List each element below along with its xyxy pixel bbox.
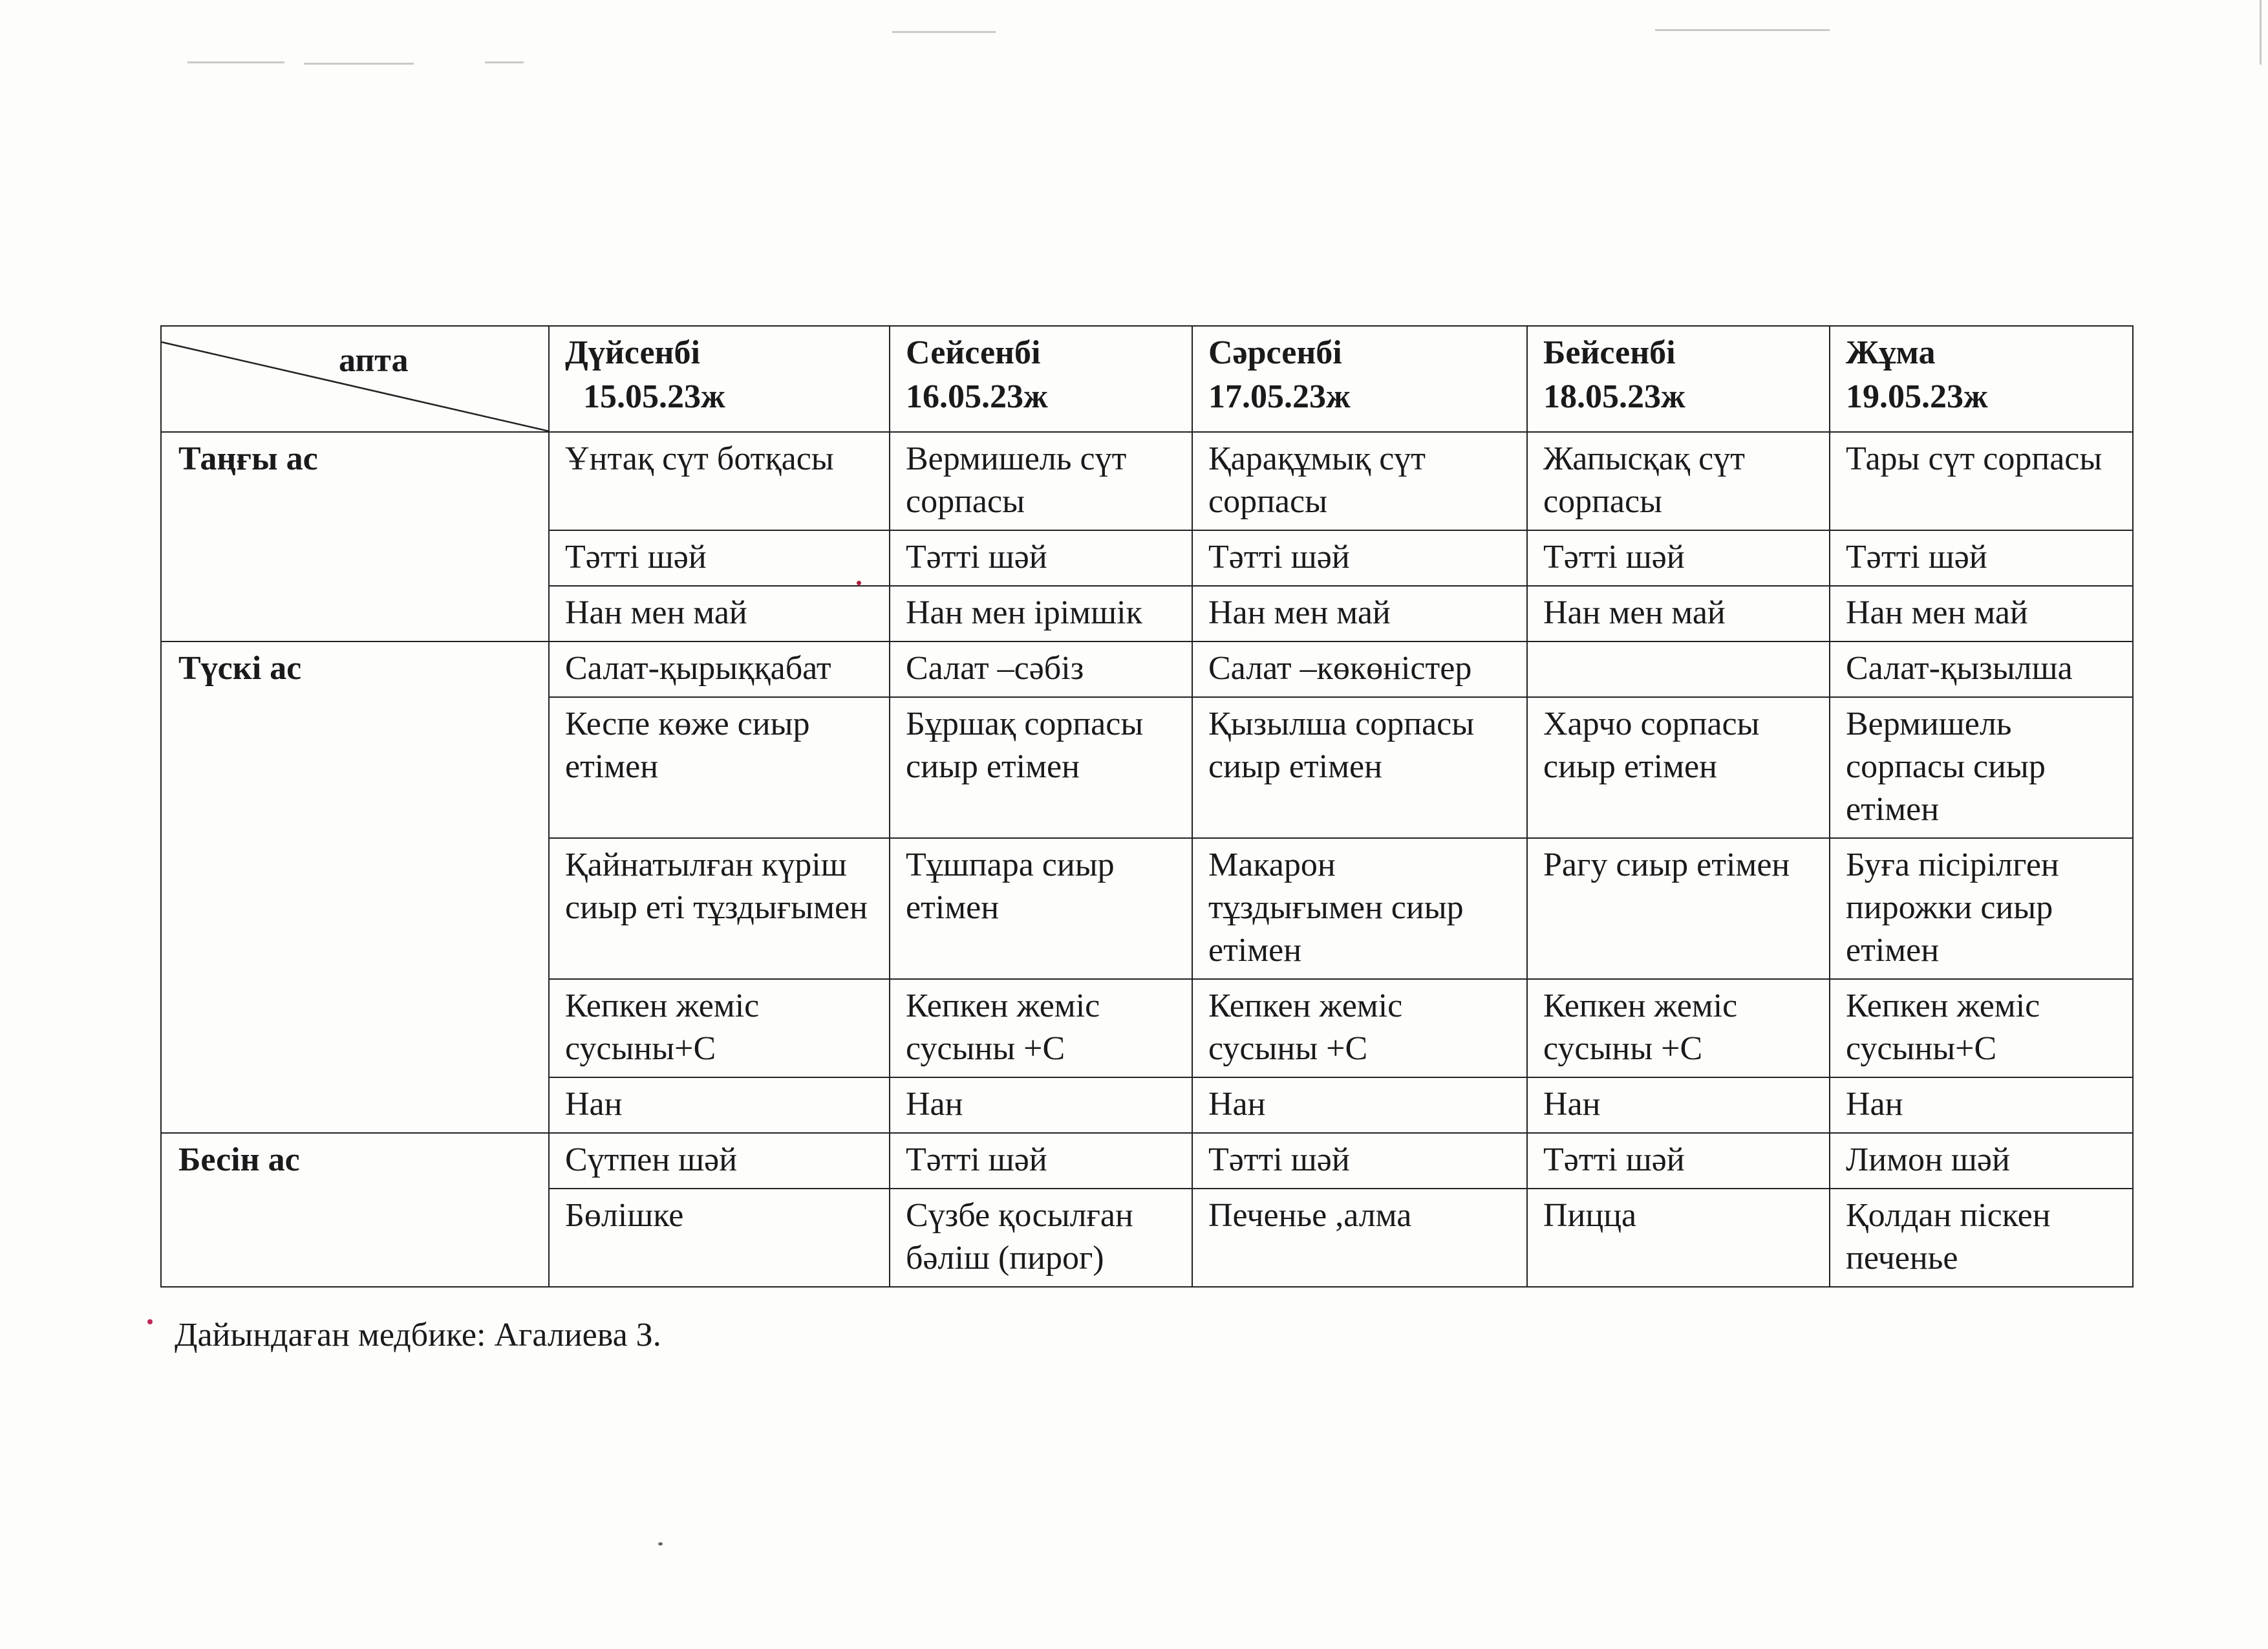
scan-artifact bbox=[892, 31, 996, 33]
ink-dot bbox=[658, 1542, 663, 1546]
day-name: Жұма bbox=[1846, 334, 1936, 371]
menu-cell: Тәтті шәй bbox=[1192, 1133, 1527, 1189]
day-name: Бейсенбі bbox=[1543, 334, 1676, 371]
meal-lunch-label: Түскі ас bbox=[161, 641, 549, 1133]
day-header-friday bbox=[1830, 326, 2133, 432]
menu-cell: Тәтті шәй bbox=[549, 530, 890, 586]
scan-artifact bbox=[304, 63, 414, 65]
menu-cell: Нан мен май bbox=[1192, 586, 1527, 641]
menu-cell: Салат-қызылша bbox=[1830, 641, 2133, 697]
menu-cell: Нан мен май bbox=[1830, 586, 2133, 641]
scan-artifact bbox=[187, 61, 284, 63]
menu-cell: Қайнатылған күріш сиыр еті тұздығымен bbox=[549, 838, 890, 979]
menu-cell: Буға пісірілген пирожки сиыр етімен bbox=[1830, 838, 2133, 979]
table-header-row bbox=[161, 326, 2133, 432]
menu-cell: Харчо сорпасы сиыр етімен bbox=[1527, 697, 1830, 838]
menu-cell: Бөлішке bbox=[549, 1189, 890, 1287]
menu-cell: Салат –көкөністер bbox=[1192, 641, 1527, 697]
menu-cell: Тәтті шәй bbox=[1830, 530, 2133, 586]
ink-dot bbox=[147, 1319, 153, 1324]
menu-cell: Кепкен жеміс сусыны+С bbox=[1830, 979, 2133, 1077]
day-header-wednesday bbox=[1192, 326, 1527, 432]
day-name: Сейсенбі bbox=[906, 334, 1041, 371]
menu-cell: Кепкен жеміс сусыны +С bbox=[1527, 979, 1830, 1077]
menu-cell: Тәтті шәй bbox=[1527, 530, 1830, 586]
menu-cell: Салат-қырыққабат bbox=[549, 641, 890, 697]
scan-artifact bbox=[485, 61, 524, 63]
menu-cell: Қызылша сорпасы сиыр етімен bbox=[1192, 697, 1527, 838]
menu-cell: Тары сүт сорпасы bbox=[1830, 432, 2133, 530]
menu-cell: Макарон тұздығымен сиыр етімен bbox=[1192, 838, 1527, 979]
table-row bbox=[161, 1133, 2133, 1189]
scan-artifact bbox=[2260, 0, 2262, 65]
menu-cell: Тәтті шәй bbox=[890, 1133, 1192, 1189]
menu-cell: Нан bbox=[549, 1077, 890, 1133]
prepared-by-note: Дайындаған медбике: Агалиева З. bbox=[175, 1317, 661, 1353]
week-corner-cell bbox=[161, 326, 549, 432]
menu-cell: Сүтпен шәй bbox=[549, 1133, 890, 1189]
day-header-monday bbox=[549, 326, 890, 432]
week-label: апта bbox=[339, 342, 409, 379]
day-date: 17.05.23ж bbox=[1208, 378, 1351, 415]
menu-cell: Тәтті шәй bbox=[1192, 530, 1527, 586]
menu-cell: Вермишель сүт сорпасы bbox=[890, 432, 1192, 530]
menu-cell: Нан bbox=[1527, 1077, 1830, 1133]
menu-cell: Салат –сәбіз bbox=[890, 641, 1192, 697]
meal-snack-label: Бесін ас bbox=[161, 1133, 549, 1287]
menu-cell: Жапысқақ сүт сорпасы bbox=[1527, 432, 1830, 530]
scan-artifact bbox=[1655, 29, 1830, 31]
menu-cell: Нан bbox=[1192, 1077, 1527, 1133]
day-name: Дүйсенбі bbox=[565, 334, 700, 371]
day-header-thursday bbox=[1527, 326, 1830, 432]
menu-cell: Кепкен жеміс сусыны +С bbox=[890, 979, 1192, 1077]
menu-cell: Нан мен май bbox=[1527, 586, 1830, 641]
day-date: 18.05.23ж bbox=[1543, 378, 1685, 415]
menu-cell: Кепкен жеміс сусыны +С bbox=[1192, 979, 1527, 1077]
menu-cell: Пицца bbox=[1527, 1189, 1830, 1287]
menu-cell: Тәтті шәй bbox=[890, 530, 1192, 586]
table-row bbox=[161, 641, 2133, 697]
table-row bbox=[161, 432, 2133, 530]
day-header-tuesday bbox=[890, 326, 1192, 432]
menu-cell: Қарақұмық сүт сорпасы bbox=[1192, 432, 1527, 530]
day-date: 16.05.23ж bbox=[906, 378, 1048, 415]
menu-cell: Нан bbox=[1830, 1077, 2133, 1133]
menu-cell: Нан bbox=[890, 1077, 1192, 1133]
meal-breakfast-label: Таңғы ас bbox=[161, 432, 549, 641]
menu-cell: Рагу сиыр етімен bbox=[1527, 838, 1830, 979]
menu-cell: Нан мен май bbox=[549, 586, 890, 641]
menu-cell: Тәтті шәй bbox=[1527, 1133, 1830, 1189]
menu-cell: Лимон шәй bbox=[1830, 1133, 2133, 1189]
day-name: Сәрсенбі bbox=[1208, 334, 1342, 371]
menu-cell: Ұнтақ сүт ботқасы bbox=[549, 432, 890, 530]
menu-cell: Печенье ,алма bbox=[1192, 1189, 1527, 1287]
menu-cell: Тұшпара сиыр етімен bbox=[890, 838, 1192, 979]
weekly-menu-table bbox=[160, 325, 2134, 1288]
menu-cell: Кепкен жеміс сусыны+С bbox=[549, 979, 890, 1077]
menu-cell: Кеспе көже сиыр етімен bbox=[549, 697, 890, 838]
day-date: 15.05.23ж bbox=[583, 378, 725, 415]
menu-cell: Вермишель сорпасы сиыр етімен bbox=[1830, 697, 2133, 838]
menu-cell: Қолдан піскен печенье bbox=[1830, 1189, 2133, 1287]
menu-cell: Нан мен ірімшік bbox=[890, 586, 1192, 641]
menu-cell bbox=[1527, 641, 1830, 697]
menu-cell: Сүзбе қосылған бәліш (пирог) bbox=[890, 1189, 1192, 1287]
day-date: 19.05.23ж bbox=[1846, 378, 1988, 415]
menu-cell: Бұршақ сорпасы сиыр етімен bbox=[890, 697, 1192, 838]
